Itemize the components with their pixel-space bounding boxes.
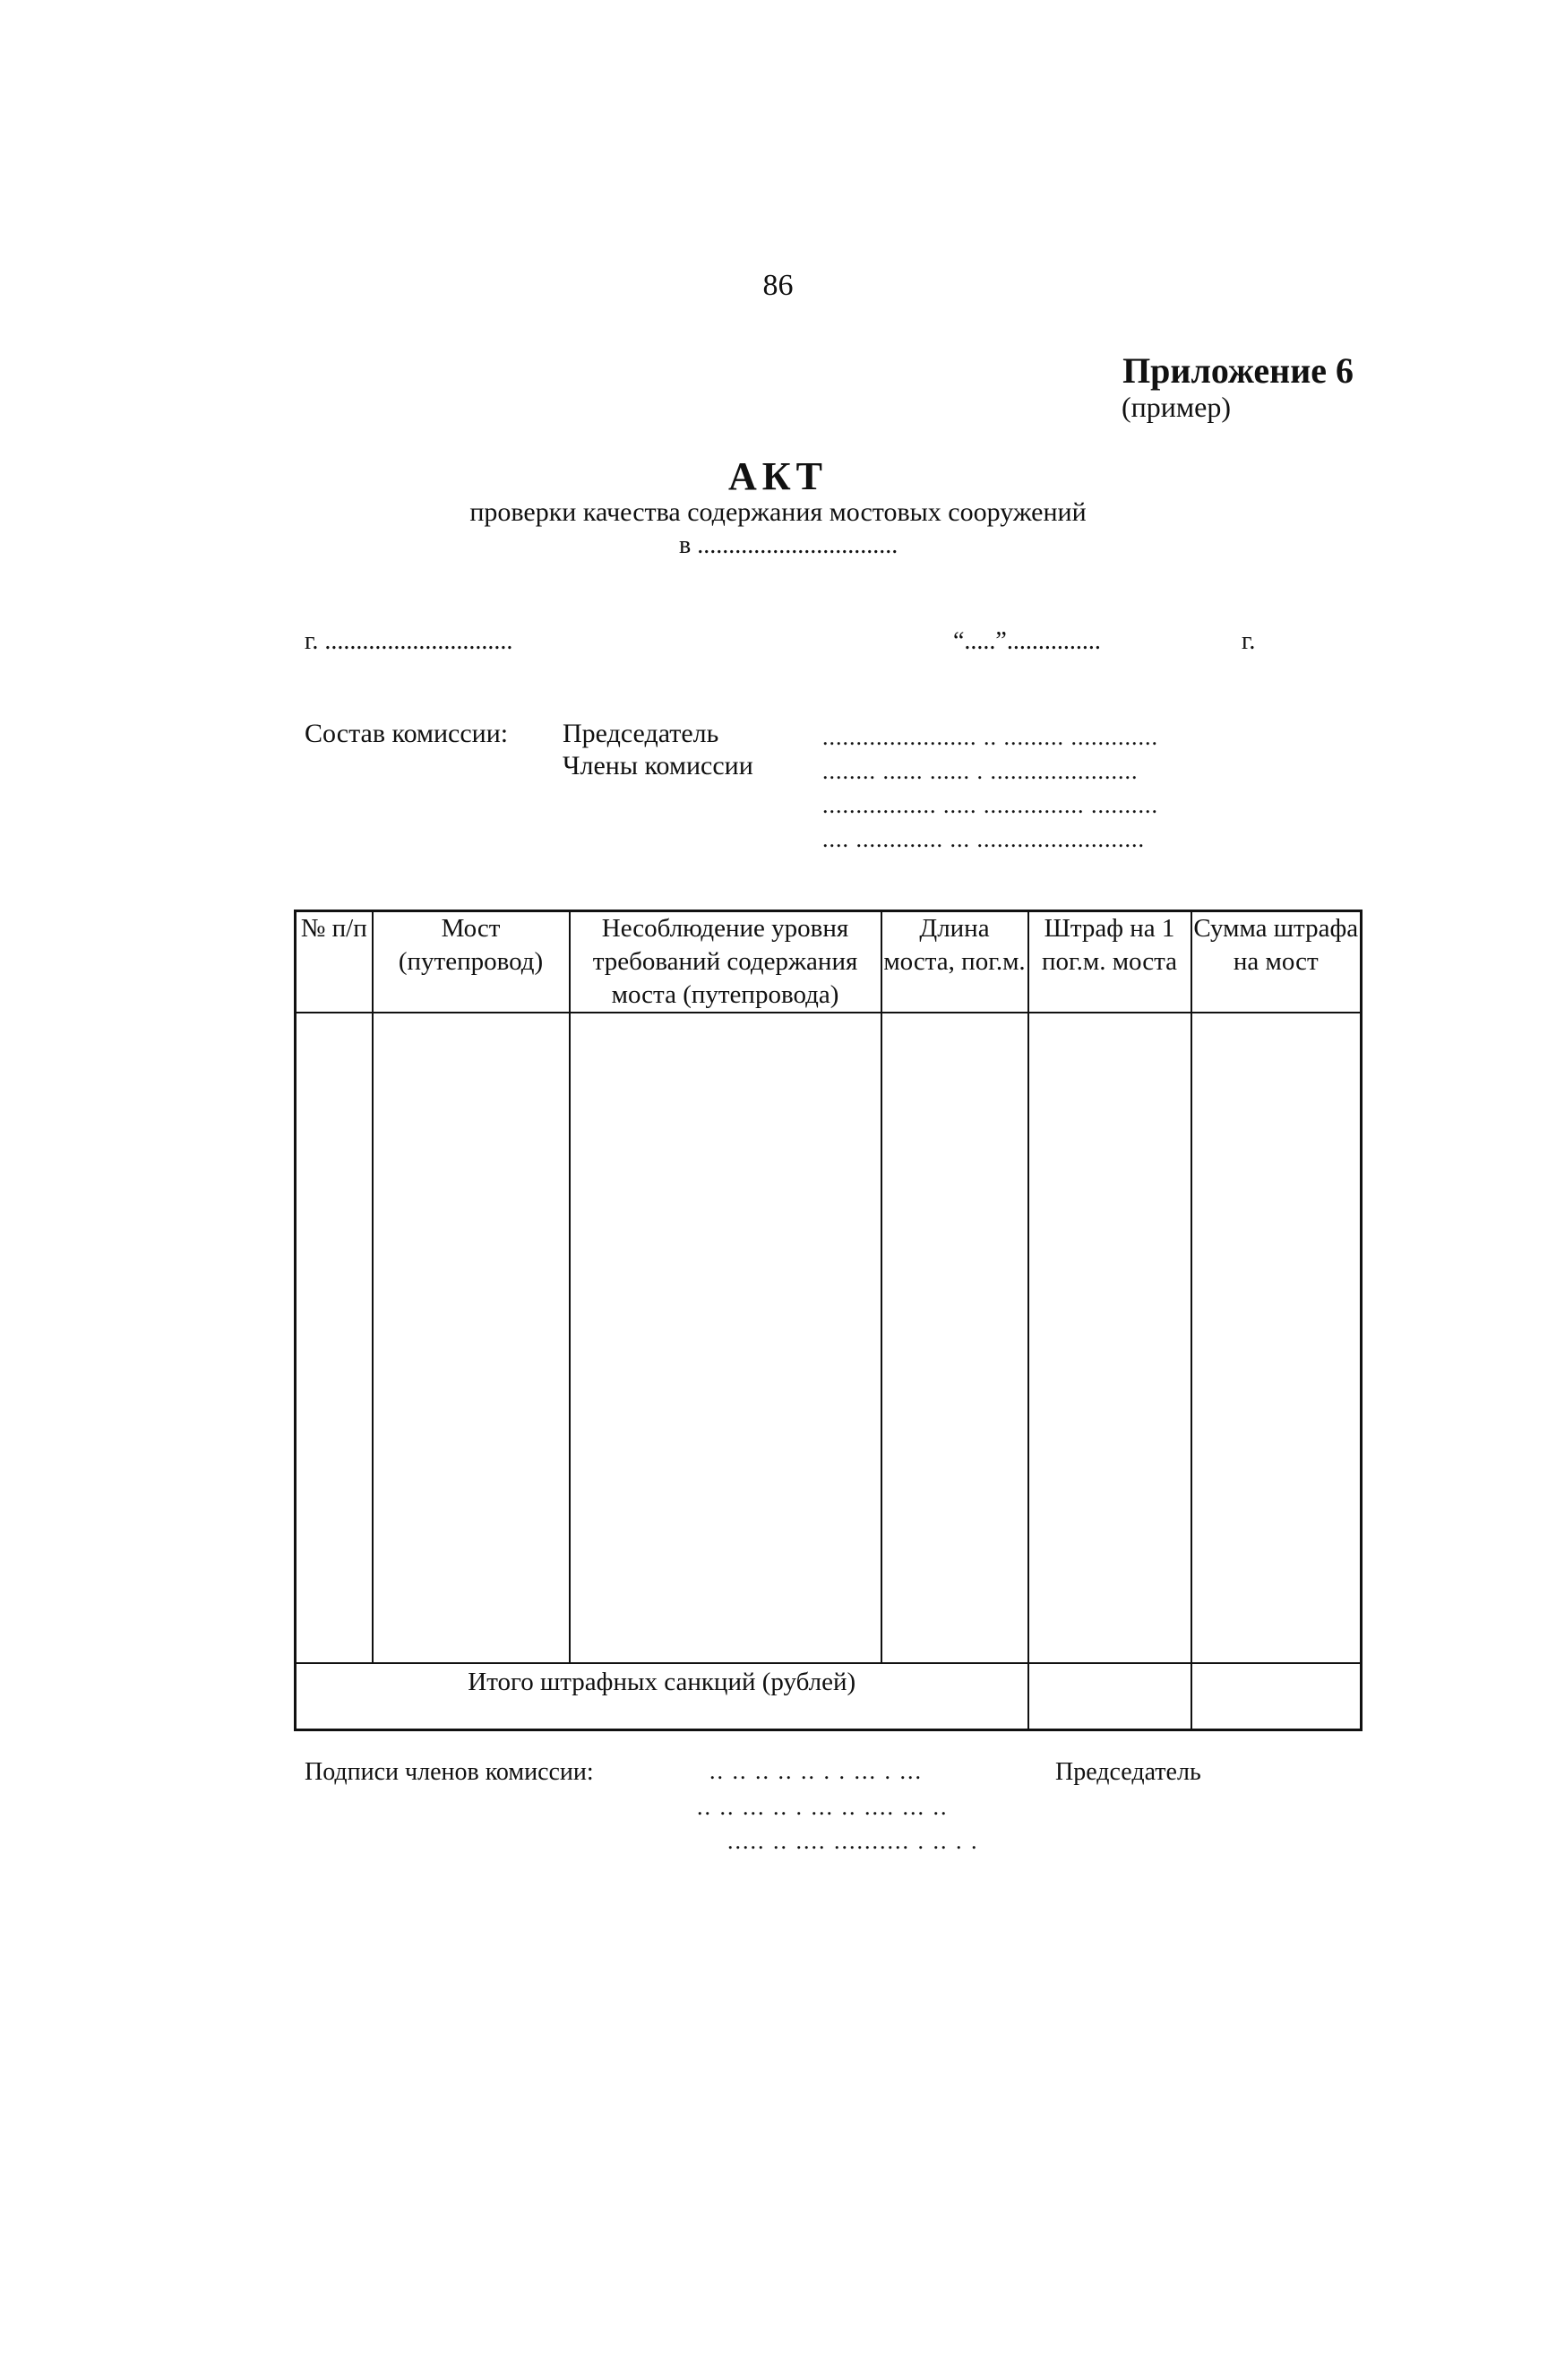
header-fine-per-meter: Штраф на 1 пог.м. моста <box>1028 911 1191 1013</box>
fines-table <box>294 910 1363 1731</box>
table-cell <box>881 1013 1028 1663</box>
city-line: г. .............................. <box>305 627 513 655</box>
commission-label: Состав комиссии: <box>305 719 509 748</box>
commission-dot-line: .... ............. ... ......................... <box>822 826 1145 852</box>
table-cell <box>1028 1013 1191 1663</box>
act-title: АКТ <box>727 454 829 498</box>
act-subtitle: проверки качества содержания мостовых сооружений <box>469 497 1087 527</box>
header-bridge: Мост (путепровод) <box>373 911 570 1013</box>
commission-dot-line: ................. ..... ............... .......... <box>822 792 1158 818</box>
table-header-row <box>296 911 1362 1013</box>
signatures-chairman-label: Председатель <box>1055 1758 1201 1786</box>
page-number: 86 <box>762 269 794 302</box>
table-cell <box>570 1013 881 1663</box>
table-cell <box>296 1013 373 1663</box>
commission-chairman-label: Председатель <box>563 719 719 748</box>
table-row <box>296 1013 1362 1663</box>
signature-dot-line: .. .. ... .. . ... .. .... ... .. <box>697 1794 949 1820</box>
total-fine-cell <box>1028 1663 1191 1730</box>
header-violation: Несоблюдение уровня требований содержания моста (путепровода) <box>570 911 881 1013</box>
signature-dot-line: .. .. .. .. .. . . ... . ... <box>709 1758 923 1784</box>
table-cell <box>373 1013 570 1663</box>
appendix-title: Приложение 6 <box>1122 350 1354 391</box>
header-length: Длина моста, пог.м. <box>881 911 1028 1013</box>
signatures-label: Подписи членов комиссии: <box>305 1758 594 1786</box>
header-fine-sum: Сумма штрафа на мост <box>1191 911 1362 1013</box>
total-label: Итого штрафных санкций (рублей) <box>296 1663 1028 1730</box>
header-number: № п/п <box>296 911 373 1013</box>
commission-dot-line: ........ ...... ...... . ...................... <box>822 758 1139 784</box>
act-place-line: в ................................ <box>679 531 898 559</box>
table-cell <box>1191 1013 1362 1663</box>
year-suffix: г. <box>1242 627 1256 655</box>
date-line: “.....”............... <box>953 627 1101 655</box>
appendix-note: (пример) <box>1122 391 1232 423</box>
table-total-row <box>296 1663 1362 1730</box>
commission-members-label: Члены комиссии <box>563 751 753 780</box>
total-sum-cell <box>1191 1663 1362 1730</box>
signature-dot-line: ..... .. .... .......... . .. . . <box>727 1828 979 1854</box>
commission-dot-line: ....................... .. ......... ............. <box>822 724 1158 750</box>
